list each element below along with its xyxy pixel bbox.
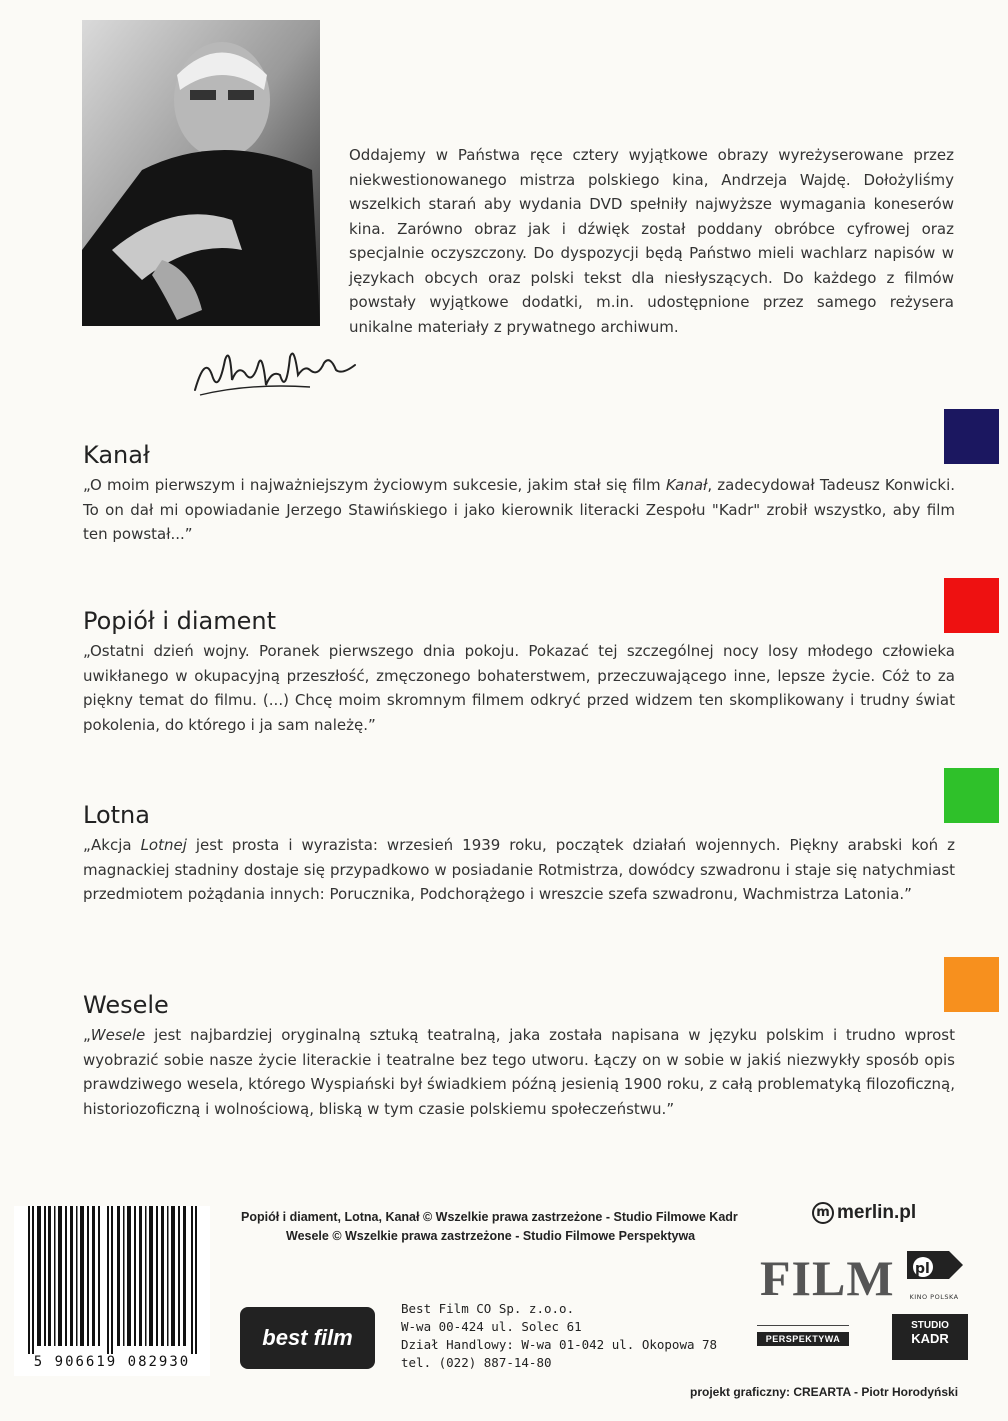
film-section-kanal — [83, 440, 955, 547]
barcode-number: 5 906619 082930 — [14, 1354, 210, 1370]
company-info — [401, 1300, 717, 1372]
film-title: Lotna — [83, 801, 150, 829]
director-photo — [82, 20, 320, 326]
film-quote: „Wesele jest najbardziej oryginalną sztuką teatralną, jaka została napisana w języku polskim i trudno wprost wyobrazić sobie nasze życie literackie i teatralne bez tego utworu. Łączy on w sobie w jakiś niezwykły sposób opis prawdziwego wesela, którego Wyspiański był świadkiem późną jesienią 1900 roku, z całą problematyką filozoficzną, historiozoficzną i wolnościową, bliską w tym czasie polskiemu społeczeństwu.” — [83, 1026, 955, 1118]
director-photo-illustration — [82, 20, 320, 326]
intro-paragraph: Oddajemy w Państwa ręce cztery wyjątkowe obrazy wyreżyserowane przez niekwestionowanego mistrza polskiego kina, Andrzeja Wajdę. Dołożyliśmy wszelkich starań aby wydania DVD spełniły najwyższe wymagania koneserów kina. Zarówno obraz jak i dźwięk został poddany obróbce cyfrowej oraz specjalnie oczyszczony. Do dyspozycji będą Państwo mieli wachlarz napisów w językach obcych oraz polski tekst dla niesłyszących. Do każdego z filmów powstały wyjątkowe dodatki, m.in. udostępnione przez samego reżysera unikalne materiały z prywatnego archiwum. — [349, 146, 954, 336]
kino-polska-icon — [901, 1243, 967, 1293]
company-sales: Dział Handlowy: W-wa 01-042 ul. Okopowa 78 — [401, 1337, 718, 1352]
perspektywa-logo: PERSPEKTYWA — [757, 1325, 849, 1356]
barcode-bars — [14, 1206, 210, 1376]
company-phone: tel. (022) 887-14-80 — [401, 1355, 552, 1370]
film-title: Kanał — [83, 441, 150, 469]
film-section-popiol-i-diament — [83, 606, 955, 737]
rights-line-1: Popiół i diament, Lotna, Kanał © Wszelkie prawa zastrzeżone - Studio Filmowe Kadr — [241, 1210, 738, 1224]
rights-line-2: Wesele © Wszelkie prawa zastrzeżone - Studio Filmowe Perspektywa — [286, 1229, 696, 1243]
film-title: Wesele — [83, 991, 169, 1019]
svg-text:pl: pl — [915, 1261, 930, 1277]
film-section-wesele — [83, 990, 955, 1121]
barcode — [14, 1206, 210, 1376]
design-credits: projekt graficzny: CREARTA - Piotr Horodyński — [690, 1385, 959, 1399]
film-section-lotna — [83, 800, 955, 907]
company-address: W-wa 00-424 ul. Solec 61 — [401, 1319, 582, 1334]
company-name: Best Film CO Sp. z.o.o. — [401, 1301, 575, 1316]
director-signature — [190, 335, 360, 405]
kino-polska-logo: pl KINO POLSKA — [898, 1243, 970, 1301]
film-quote: „Akcja Lotnej jest prosta i wyrazista: wrzesień 1939 roku, początek działań wojennych. Piękny arabski koń z magnackiej stadniny dostaje się przypadkowo w posiadanie Rotmistrza, dowódcy szwadronu i staje się natychmiast przedmiotem pożądania innych: Porucznika, Podchorążego i wreszcie szefa szwadronu, Wachmistrza Latonia.” — [83, 836, 955, 903]
film-quote: „Ostatni dzień wojny. Poranek pierwszego dnia pokoju. Pokazać tej szczególnej nocy losy młodego człowieka uwikłanego w okupacyjną przeszłość, zmęczonego bohaterstwem, przeczuwającego inne, lepsze życie. Cóż to za piękny temat do filmu. (...) Chcę moim skromnym filmem odkryć przed widzem ten skomplikowany i trudny świat pokolenia, do którego i ja sam należę.” — [83, 642, 955, 734]
studio-kadr-logo: STUDIO KADR — [892, 1314, 968, 1360]
film-title: Popiół i diament — [83, 607, 277, 635]
bestfilm-logo: best film — [240, 1307, 375, 1369]
film-logo: FILM — [760, 1250, 895, 1306]
merlin-m-icon: m — [812, 1202, 834, 1224]
film-quote: „O moim pierwszym i najważniejszym życiowym sukcesie, jakim stał się film Kanał, zadecydował Tadeusz Konwicki. To on dał mi opowiadanie Jerzego Stawińskiego i jako kierownik literacki Zespołu "Kadr" zrobił wszystko, aby film ten powstał...” — [83, 476, 955, 543]
merlin-logo: m merlin.pl — [812, 1202, 916, 1224]
